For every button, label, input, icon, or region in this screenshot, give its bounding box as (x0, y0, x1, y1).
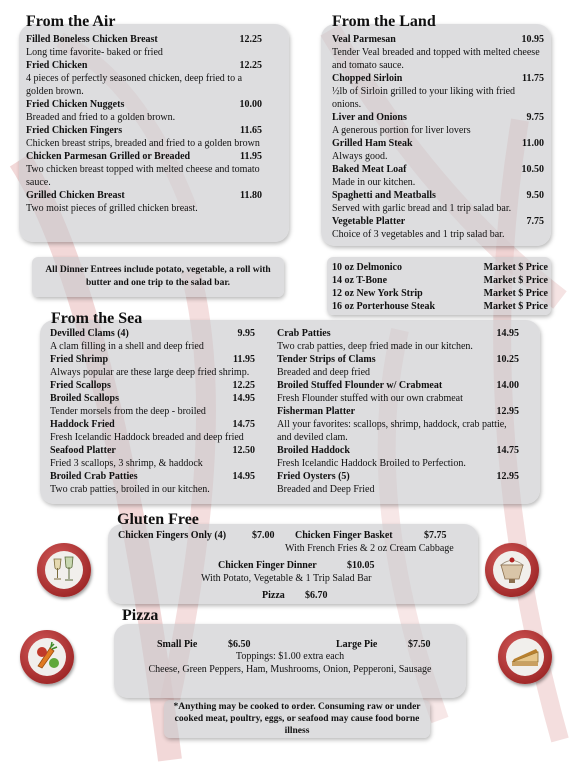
item-price: 9.50 (526, 190, 544, 201)
item-description: Always popular are these large deep fried shrimp. (50, 367, 250, 378)
item-description: Served with garlic bread and 1 trip salad bar. (332, 203, 512, 214)
item-name: Fried Chicken Fingers (26, 125, 123, 136)
item-description: A generous portion for liver lovers (332, 125, 471, 136)
item-price: 12.95 (496, 471, 519, 482)
gluten-pizza-name: Pizza (262, 590, 285, 601)
menu-item (26, 98, 262, 124)
entrees-note: All Dinner Entrees include potato, vegetable, a roll with butter and one trip to the salad bar. (45, 265, 271, 288)
item-name: Broiled Haddock (277, 445, 350, 456)
menu-item-header (277, 444, 519, 457)
item-name: Broiled Scallops (50, 393, 119, 404)
item-description: Long time favorite- baked or fried (26, 47, 163, 58)
pie-circle (498, 630, 552, 684)
item-name: 16 oz Porterhouse Steak (332, 301, 436, 312)
item-price: 7.75 (526, 216, 544, 227)
menu-item (332, 111, 544, 137)
item-price: 11.80 (240, 190, 262, 201)
menu-item-header (332, 287, 548, 300)
menu-item (332, 33, 544, 72)
menu-item-header (332, 261, 548, 274)
item-price: 10.95 (521, 34, 544, 45)
item-description: All your favorites: scallops, shrimp, haddock, crab pattie, and deviled clam. (277, 419, 507, 443)
disclaimer-text: *Anything may be cooked to order. Consuming raw or under cooked meat, poultry, eggs, or seafood may cause food borne illness (173, 702, 421, 736)
item-name: Chicken Parmesan Grilled or Breaded (26, 151, 191, 162)
vegetable-circle (20, 630, 74, 684)
item-name: Fried Oysters (5) (277, 471, 350, 482)
menu-item-header (26, 59, 262, 72)
item-name: Seafood Platter (50, 445, 116, 456)
menu-item (332, 261, 548, 274)
menu-item-header (332, 72, 544, 85)
menu-item-header (332, 163, 544, 176)
item-name: Crab Patties (277, 328, 331, 339)
item-price: 14.75 (232, 419, 255, 430)
menu-item (332, 137, 544, 163)
menu-item (332, 72, 544, 111)
item-description: Always good. (332, 151, 388, 162)
menu-item-header (26, 189, 262, 202)
pizza-large-name: Large Pie (336, 639, 378, 650)
item-description: Tender morsels from the deep - broiled (50, 406, 206, 417)
dessert-cup-icon (493, 551, 531, 589)
item-name: Fried Scallops (50, 380, 111, 391)
menu-item-header (26, 150, 262, 163)
gluten-section-title: Gluten Free (117, 511, 199, 528)
vegetables-icon (28, 638, 66, 676)
item-price: Market $ Price (483, 262, 548, 273)
dessert-circle (485, 543, 539, 597)
item-price: 11.95 (233, 354, 255, 365)
item-description: Two crab patties, broiled in our kitchen. (50, 484, 210, 495)
menu-item (332, 287, 548, 300)
menu-item-header (50, 379, 255, 392)
item-price: Market $ Price (483, 275, 548, 286)
menu-item-header (332, 189, 544, 202)
gluten-pizza-price: $6.70 (305, 590, 328, 601)
sea-left-items (50, 327, 255, 496)
item-name: 10 oz Delmonico (332, 262, 402, 273)
item-description: Two chicken breast topped with melted cheese and tomato sauce. (26, 164, 260, 188)
menu-item-header (26, 98, 262, 111)
item-name: Vegetable Platter (332, 216, 406, 227)
item-name: Chopped Sirloin (332, 73, 403, 84)
item-price: 14.95 (232, 471, 255, 482)
item-price: Market $ Price (483, 301, 548, 312)
item-name: 12 oz New York Strip (332, 288, 423, 299)
menu-item (277, 405, 519, 444)
item-price: 14.00 (496, 380, 519, 391)
gluten-fingers-price: $7.00 (252, 530, 275, 541)
item-price: 9.75 (526, 112, 544, 123)
item-price: 12.95 (496, 406, 519, 417)
steak-list (332, 261, 548, 313)
item-name: 14 oz T-Bone (332, 275, 388, 286)
item-name: Haddock Fried (50, 419, 115, 430)
menu-item-header (50, 392, 255, 405)
menu-item-header (277, 470, 519, 483)
menu-item (50, 444, 255, 470)
air-items (26, 33, 262, 215)
item-name: Devilled Clams (4) (50, 328, 129, 339)
menu-item-header (50, 444, 255, 457)
menu-item (277, 353, 519, 379)
item-price: 10.50 (521, 164, 544, 175)
gluten-fingers-name: Chicken Fingers Only (4) (118, 530, 227, 541)
item-price: 14.95 (496, 328, 519, 339)
item-name: Broiled Stuffed Flounder w/ Crabmeat (277, 380, 443, 391)
menu-item (277, 470, 519, 496)
item-name: Tender Strips of Clams (277, 354, 376, 365)
wine-circle (37, 543, 91, 597)
item-price: 10.00 (239, 99, 262, 110)
menu-item (50, 470, 255, 496)
item-price: 14.75 (496, 445, 519, 456)
menu-item-header (26, 33, 262, 46)
land-items (332, 33, 544, 241)
menu-item (26, 33, 262, 59)
menu-item-header (277, 327, 519, 340)
item-description: Fresh Icelandic Haddock breaded and deep fried (50, 432, 244, 443)
menu-item-header (332, 137, 544, 150)
pizza-toppings-label: Toppings: $1.00 extra each (235, 651, 345, 662)
item-description: Choice of 3 vegetables and 1 trip salad bar. (332, 229, 505, 240)
item-price: 11.75 (522, 73, 544, 84)
menu-item (50, 392, 255, 418)
menu-item-header (26, 124, 262, 137)
gluten-dinner-name: Chicken Finger Dinner (218, 560, 317, 571)
item-description: A clam filling in a shell and deep fried (50, 341, 204, 352)
menu-item-header (50, 353, 255, 366)
menu-item-header (50, 418, 255, 431)
item-price: 11.65 (240, 125, 262, 136)
menu-item (277, 444, 519, 470)
item-description: Tender Veal breaded and topped with melted cheese and tomato sauce. (332, 47, 540, 71)
item-name: Veal Parmesan (332, 34, 396, 45)
item-name: Filled Boneless Chicken Breast (26, 34, 158, 45)
menu-item (26, 150, 262, 189)
menu-item (332, 274, 548, 287)
menu-item-header (332, 111, 544, 124)
item-description: Fresh Icelandic Haddock Broiled to Perfection. (277, 458, 466, 469)
pizza-section-title: Pizza (122, 607, 159, 624)
menu-item (26, 124, 262, 150)
wine-glasses-icon (45, 551, 83, 589)
item-name: Baked Meat Loaf (332, 164, 407, 175)
item-name: Broiled Crab Patties (50, 471, 138, 482)
menu-item-header (277, 405, 519, 418)
menu-item (26, 189, 262, 215)
item-name: Spaghetti and Meatballs (332, 190, 436, 201)
item-name: Fried Chicken (26, 60, 88, 71)
menu-item (50, 379, 255, 392)
item-description: Breaded and Deep Fried (277, 484, 375, 495)
item-price: 12.25 (239, 34, 262, 45)
menu-item (50, 353, 255, 379)
gluten-basket-price: $7.75 (424, 530, 447, 541)
sea-right-items (277, 327, 519, 496)
item-description: Two moist pieces of grilled chicken breast. (26, 203, 198, 214)
menu-item-header (332, 215, 544, 228)
item-description: Chicken breast strips, breaded and fried to a golden brown (26, 138, 260, 149)
item-name: Liver and Onions (332, 112, 407, 123)
item-price: 11.00 (522, 138, 544, 149)
gluten-basket-name: Chicken Finger Basket (295, 530, 393, 541)
land-section-title: From the Land (332, 13, 436, 30)
item-price: 11.95 (240, 151, 262, 162)
menu-item-header (332, 33, 544, 46)
menu-item-header (332, 274, 548, 287)
item-price: 14.95 (232, 393, 255, 404)
gluten-dinner-desc: With Potato, Vegetable & 1 Trip Salad Bar (201, 573, 372, 584)
item-description: Fried 3 scallops, 3 shrimp, & haddock (50, 458, 203, 469)
air-section-title: From the Air (26, 13, 116, 30)
sea-section-title: From the Sea (51, 310, 143, 327)
pie-slice-icon (506, 638, 544, 676)
item-price: Market $ Price (483, 288, 548, 299)
gluten-basket-desc: With French Fries & 2 oz Cream Cabbage (285, 543, 454, 554)
menu-item (332, 163, 544, 189)
item-description: 4 pieces of perfectly seasoned chicken, deep fried to a golden brown. (26, 73, 243, 97)
pizza-toppings-list: Cheese, Green Peppers, Ham, Mushrooms, Onion, Pepperoni, Sausage (148, 664, 432, 675)
item-name: Fried Chicken Nuggets (26, 99, 125, 110)
menu-item (50, 327, 255, 353)
item-description: Breaded and fried to a golden brown. (26, 112, 176, 123)
menu-item (332, 300, 548, 313)
item-description: Fresh Flounder stuffed with our own crabmeat (277, 393, 463, 404)
menu-item (277, 379, 519, 405)
item-name: Grilled Chicken Breast (26, 190, 125, 201)
item-description: ½lb of Sirloin grilled to your liking with fried onions. (332, 86, 516, 110)
item-name: Grilled Ham Steak (332, 138, 413, 149)
item-price: 9.95 (237, 328, 255, 339)
item-name: Fried Shrimp (50, 354, 109, 365)
item-price: 12.25 (239, 60, 262, 71)
pizza-large-price: $7.50 (408, 639, 431, 650)
menu-item-header (332, 300, 548, 313)
item-name: Fisherman Platter (277, 406, 356, 417)
menu-item (332, 189, 544, 215)
menu-item-header (50, 327, 255, 340)
menu-item-header (277, 353, 519, 366)
menu-item-header (277, 379, 519, 392)
item-price: 12.25 (232, 380, 255, 391)
menu-item (277, 327, 519, 353)
item-description: Two crab patties, deep fried made in our kitchen. (277, 341, 473, 352)
pizza-small-name: Small Pie (157, 639, 198, 650)
menu-item-header (50, 470, 255, 483)
item-description: Breaded and deep fried (277, 367, 371, 378)
item-price: 12.50 (232, 445, 255, 456)
item-description: Made in our kitchen. (332, 177, 416, 188)
menu-item (26, 59, 262, 98)
menu-item (50, 418, 255, 444)
pizza-small-price: $6.50 (228, 639, 251, 650)
gluten-dinner-price: $10.05 (347, 560, 375, 571)
menu-item (332, 215, 544, 241)
item-price: 10.25 (496, 354, 519, 365)
